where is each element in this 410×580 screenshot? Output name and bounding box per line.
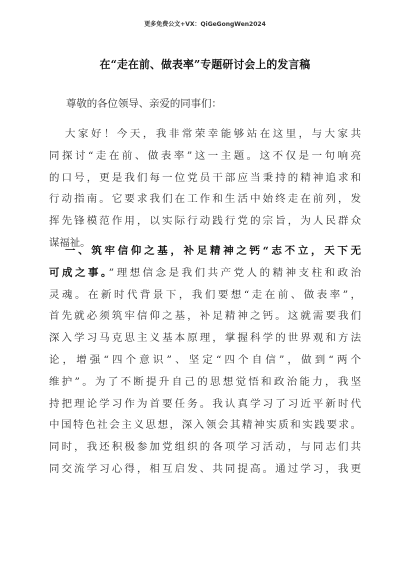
text-line: 的口号，更是我们每一位党员干部应当秉持的精神追求和	[49, 171, 361, 184]
text-line: 谋福祉。	[49, 236, 91, 249]
section-1-paragraph	[49, 241, 361, 481]
text-line	[49, 263, 361, 285]
text-line: 深入学习马克思主义基本原理，掌握科学的世界观和方法	[49, 332, 361, 345]
text-line: 行动指南。它要求我们在工作和生活中始终走在前列，发	[49, 193, 361, 206]
text-line: 同探讨“走在前、做表率”这一主题。这不仅是一句响亮	[49, 149, 361, 162]
text-line: 论，增强“四个意识”、坚定“四个自信”，做到“两个	[49, 353, 361, 366]
salutation: 尊敬的各位领导、亲爱的同事们：	[66, 98, 222, 110]
text-line: 同交流学习心得，相互启发、共同提高。通过学习，我更	[49, 462, 361, 475]
text-line: 首先就必须筑牢信仰之基，补足精神之钙。这就需要我们	[49, 310, 361, 323]
text-line: 挥先锋模范作用，以实际行动践行党的宗旨，为人民群众	[49, 215, 361, 228]
header-note: 更多免费公文+VX：QiGeGongWen2024	[144, 21, 266, 28]
text-line: 灵魂。在新时代背景下，我们要想“走在前、做表率”，	[49, 288, 361, 301]
section-heading-continued: 可成之事。	[49, 266, 109, 279]
text-segment: ”理想信念是我们共产党人的精神支柱和政治	[108, 266, 361, 279]
text-line: 大家好！今天，我非常荣幸能够站在这里，与大家共	[65, 128, 361, 140]
section-heading: 一、筑牢信仰之基，补足精神之钙“志不立，天下无	[65, 245, 361, 257]
document-title: 在“走在前、做表率”专题研讨会上的发言稿	[99, 58, 311, 71]
text-line: 同时，我还积极参加党组织的各项学习活动，与同志们共	[49, 441, 361, 454]
text-line: 持把理论学习作为首要任务。我认真学习了习近平新时代	[49, 397, 361, 410]
text-line: 维护”。为了不断提升自己的思想觉悟和政治能力，我坚	[49, 375, 361, 388]
intro-paragraph	[49, 124, 361, 255]
text-line: 中国特色社会主义思想，深入领会其精神实质和实践要求。	[49, 419, 361, 432]
